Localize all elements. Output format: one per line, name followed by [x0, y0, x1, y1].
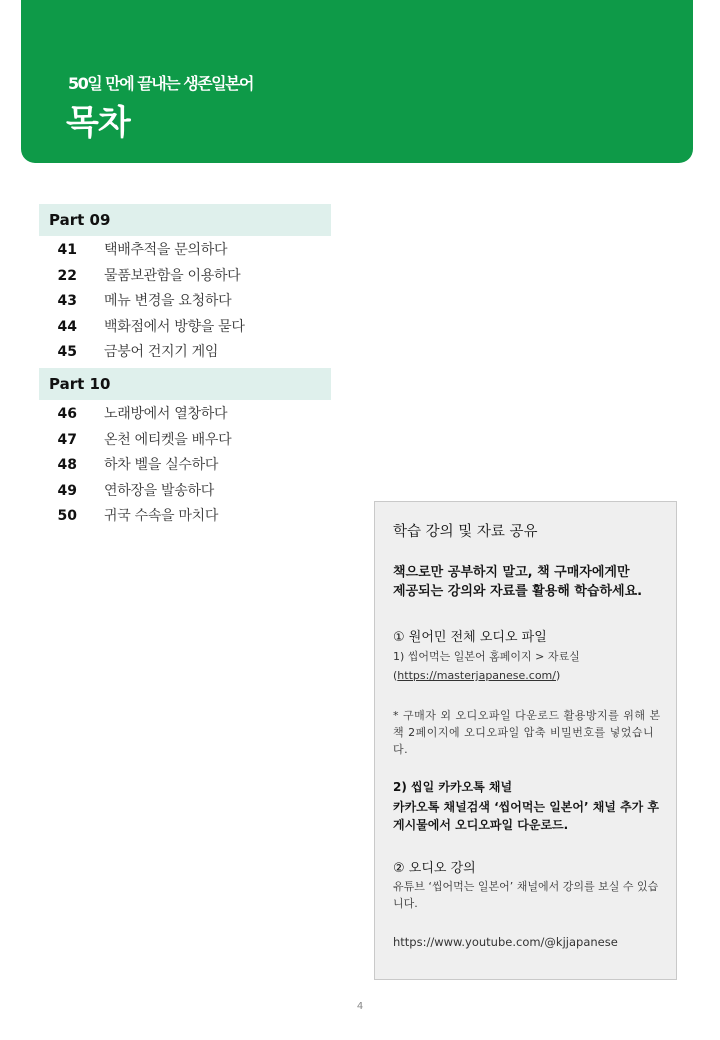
homepage-link[interactable]: https://masterjapanese.com/ — [397, 669, 556, 682]
chapter-number: 41 — [57, 242, 77, 258]
part-09-list — [39, 236, 331, 366]
chapter-title: 메뉴 변경을 요청하다 — [104, 293, 232, 310]
part-heading: Part 09 — [39, 204, 331, 236]
toc-entry[interactable] — [39, 453, 331, 479]
chapter-number: 48 — [57, 457, 77, 474]
chapter-number: 44 — [57, 318, 77, 335]
toc-entry[interactable] — [39, 428, 331, 454]
toc-entry[interactable] — [39, 504, 331, 530]
chapter-title: 귀국 수속을 마치다 — [104, 508, 219, 525]
toc-entry[interactable] — [39, 238, 331, 264]
table-of-contents — [39, 204, 331, 530]
chapter-number: 22 — [57, 267, 77, 284]
paren-close: ) — [555, 669, 561, 682]
info-box-title: 학습 강의 및 자료 공유 — [393, 524, 538, 540]
part-heading: Part 10 — [39, 368, 331, 400]
lead-line: 제공되는 강의와 자료를 활용해 학습하세요. — [393, 584, 643, 599]
toc-entry[interactable] — [39, 402, 331, 428]
chapter-number: 46 — [57, 405, 77, 422]
lead-line: 책으로만 공부하지 말고, 책 구매자에게만 — [393, 565, 630, 580]
info-box-lead — [393, 563, 665, 601]
chapter-number: 49 — [57, 482, 77, 499]
chapter-number: 43 — [57, 293, 77, 310]
toc-entry[interactable] — [39, 264, 331, 290]
paren-open: ( — [393, 669, 398, 682]
kakao-channel-body: 카카오톡 채널검색 ‘씹어먹는 일본어’ 채널 추가 후 게시물에서 오디오파일 다운로드. — [393, 800, 660, 832]
page-title: 목차 — [66, 103, 130, 143]
audio-lecture-title: ② 오디오 강의 — [393, 861, 476, 876]
toc-entry[interactable] — [39, 315, 331, 341]
chapter-title: 노래방에서 열창하다 — [104, 405, 228, 422]
audio-file-path: 1) 씹어먹는 일본어 홈페이지 > 자료실 — [393, 650, 580, 663]
chapter-title: 물품보관함을 이용하다 — [104, 267, 241, 284]
chapter-title: 하차 벨을 실수하다 — [104, 457, 219, 474]
audio-lecture-body: 유튜브 ‘씹어먹는 일본어’ 채널에서 강의를 보실 수 있습니다. — [393, 880, 659, 910]
chapter-title: 백화점에서 방향을 묻다 — [104, 318, 245, 335]
page-number: 4 — [356, 1001, 364, 1012]
chapter-number: 45 — [57, 344, 77, 361]
chapter-number: 50 — [57, 508, 77, 525]
book-title: 50일 만에 끝내는 생존일본어 — [68, 74, 253, 93]
password-note: * 구매자 외 오디오파일 다운로드 활용방지를 위해 본 책 2페이지에 오디오파일 압축 비밀번호를 넣었습니다. — [393, 709, 661, 756]
toc-entry[interactable] — [39, 340, 331, 366]
homepage-link-line — [393, 667, 661, 684]
audio-file-section-title: ① 원어민 전체 오디오 파일 — [393, 630, 547, 645]
part-10-list — [39, 400, 331, 530]
chapter-title: 금붕어 건지기 게임 — [104, 344, 219, 361]
chapter-title: 연하장을 발송하다 — [104, 482, 214, 499]
toc-entry[interactable] — [39, 289, 331, 315]
kakao-channel-title: 2) 씹일 카카오톡 채널 — [393, 780, 513, 794]
chapter-title: 택배추적을 문의하다 — [104, 242, 228, 258]
youtube-link[interactable]: https://www.youtube.com/@kjjapanese — [393, 935, 618, 949]
toc-entry[interactable] — [39, 479, 331, 505]
chapter-number: 47 — [57, 431, 77, 448]
chapter-title: 온천 에티켓을 배우다 — [104, 431, 232, 448]
resources-info-box — [374, 501, 677, 980]
